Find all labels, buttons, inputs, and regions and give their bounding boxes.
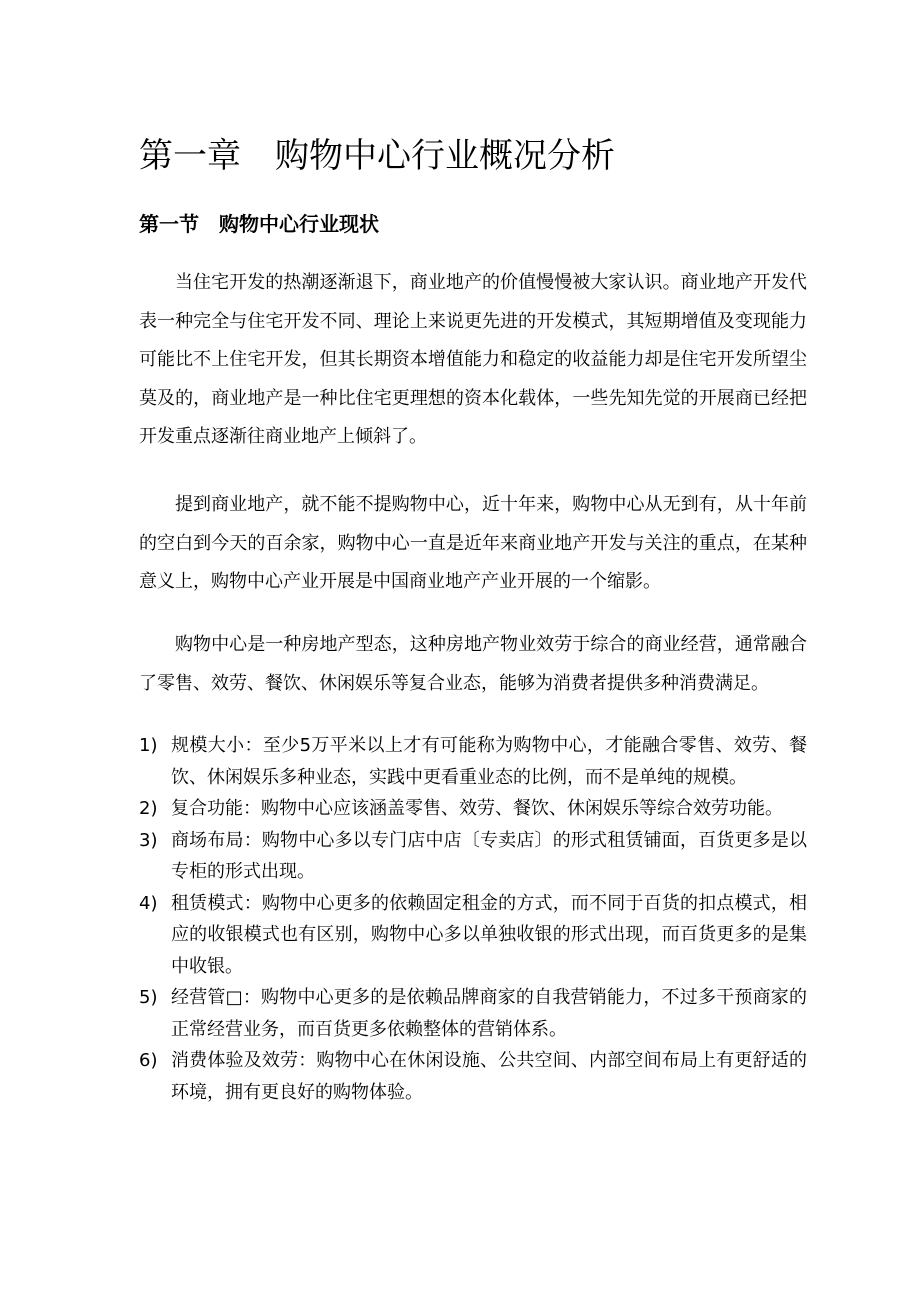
list-item-number: 1) xyxy=(139,735,158,756)
list-item xyxy=(139,1045,807,1108)
list-item-text: 租赁模式：购物中心更多的依赖固定租金的方式，而不同于百货的扣点模式，相应的收银模式也有区别，购物中心多以单独收银的形式出现，而百货更多的是集中收银。 xyxy=(171,892,807,977)
paragraph-shopping-center-definition: 购物中心是一种房地产型态，这种房地产物业效劳于综合的商业经营，通常融合了零售、效劳、餐饮、休闲娱乐等复合业态，能够为消费者提供多种消费满足。 xyxy=(139,634,807,694)
list-item-number: 6) xyxy=(139,1050,158,1071)
list-item-number: 5) xyxy=(139,987,158,1008)
list-item-text: 规模大小：至少5万平米以上才有可能称为购物中心，才能融合零售、效劳、餐饮、休闲娱乐多种业态，实践中更看重业态的比例，而不是单纯的规模。 xyxy=(171,735,807,788)
list-item-text: 消费体验及效劳：购物中心在休闲设施、公共空间、内部空间布局上有更舒适的环境，拥有更良好的购物体验。 xyxy=(171,1050,807,1103)
list-item xyxy=(139,730,807,793)
list-item-number: 3) xyxy=(139,829,158,851)
features-list xyxy=(139,730,807,1108)
list-item xyxy=(139,888,807,983)
paragraph-commercial-real-estate: 当住宅开发的热潮逐渐退下，商业地产的价值慢慢被大家认识。商业地产开发代表一种完全与住宅开发不同、理论上来说更先进的开发模式，其短期增值及变现能力可能比不上住宅开发，但其长期资本增值能力和稳定的收益能力却是住宅开发所望尘莫及的，商业地产是一种比住宅更理想的资本化载体，一些先知先觉的开展商已经把开发重点逐渐往商业地产上倾斜了。 xyxy=(139,272,807,447)
list-item-number: 2) xyxy=(139,798,158,819)
list-item-text: 复合功能：购物中心应该涵盖零售、效劳、餐饮、休闲娱乐等综合效劳功能。 xyxy=(171,798,783,819)
paragraph-shopping-center-history: 提到商业地产，就不能不提购物中心，近十年来，购物中心从无到有，从十年前的空白到今天的百余家，购物中心一直是近年来商业地产开发与关注的重点，在某种意义上，购物中心产业开展是中国商业地产产业开展的一个缩影。 xyxy=(139,494,807,592)
list-item xyxy=(139,793,807,825)
list-item-text: 商场布局：购物中心多以专门店中店〔专卖店〕的形式租赁铺面，百货更多是以专柜的形式出现。 xyxy=(171,829,807,882)
list-item xyxy=(139,982,807,1045)
section-title: 第一节 购物中心行业现状 xyxy=(139,212,379,236)
list-item xyxy=(139,825,807,888)
chapter-title: 第一章 购物中心行业概况分析 xyxy=(139,136,615,176)
list-item-number: 4) xyxy=(139,892,158,914)
list-item-text: 经营管□：购物中心更多的是依赖品牌商家的自我营销能力，不过多干预商家的正常经营业务，而百货更多依赖整体的营销体系。 xyxy=(171,987,807,1040)
